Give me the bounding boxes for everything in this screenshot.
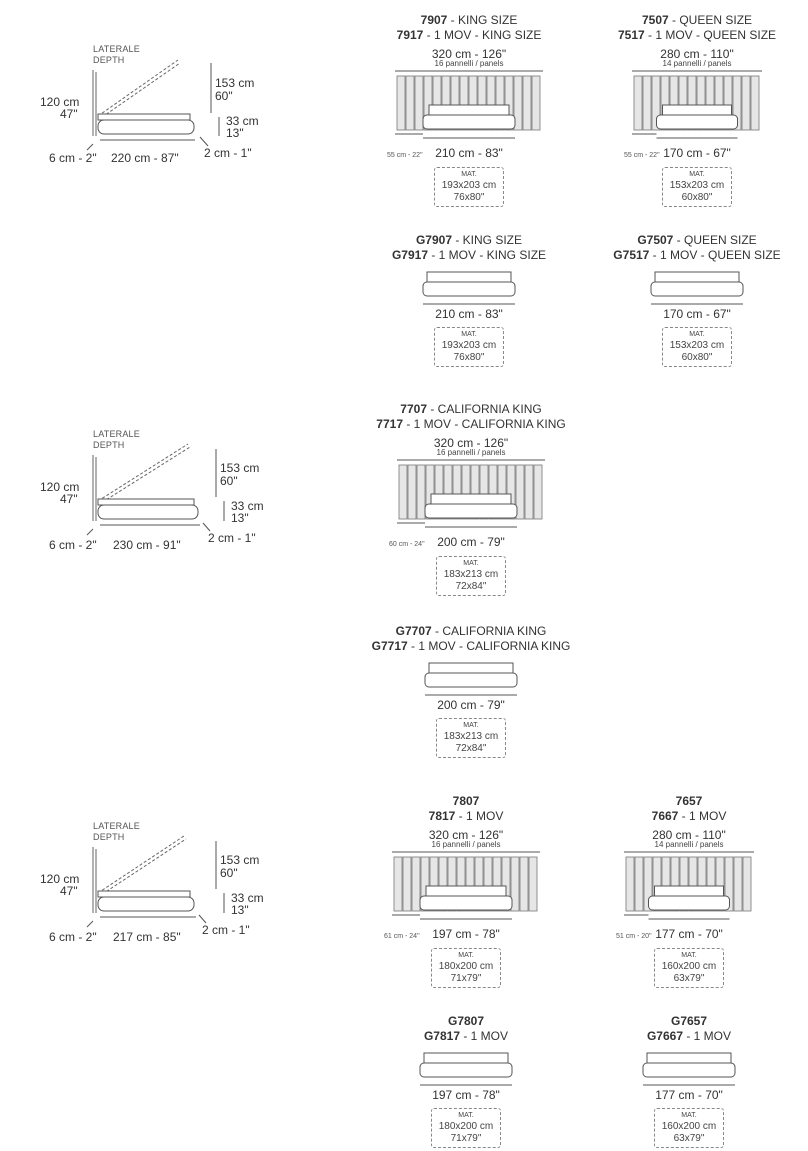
bed-length: 230 cm - 91" xyxy=(113,538,181,552)
model-code-line-mov: 7667 - 1 MOV xyxy=(651,809,727,823)
mattress-size-box xyxy=(434,167,504,207)
bed-width: 170 cm - 67" xyxy=(663,307,731,321)
overhang-dim: 60 cm - 24" xyxy=(389,541,425,548)
model-code-line-mov: G7517 - 1 MOV - QUEEN SIZE xyxy=(613,248,781,262)
mattress-cm: 180x200 cm xyxy=(438,961,494,972)
panel-count: 16 pannelli / panels xyxy=(431,840,501,849)
floor-clearance: 2 cm - 1" xyxy=(204,146,252,160)
overhang-dim: 55 cm - 22" xyxy=(624,152,660,159)
mattress-label: MAT. xyxy=(461,171,477,178)
lift-in: 60" xyxy=(215,89,233,103)
height-in: 47" xyxy=(60,492,78,506)
mattress-in: 72x84" xyxy=(455,581,487,592)
model-code-line: 7807 xyxy=(452,794,480,808)
model-code-line: G7707 - CALIFORNIA KING xyxy=(395,624,547,638)
base-in: 13" xyxy=(226,126,244,140)
bed-width: 177 cm - 70" xyxy=(655,927,723,941)
mattress-cm: 160x200 cm xyxy=(661,961,717,972)
bed-width: 197 cm - 78" xyxy=(432,927,500,941)
mattress-in: 71x79" xyxy=(450,1133,482,1144)
mattress-cm: 193x203 cm xyxy=(441,340,497,351)
model-code-line-mov: 7817 - 1 MOV xyxy=(428,809,504,823)
side-profile xyxy=(0,779,280,949)
panel-width: 280 cm - 110" xyxy=(660,47,734,61)
back-width: 6 cm - 2" xyxy=(49,151,97,165)
mattress-size-box xyxy=(654,948,724,988)
bed-length: 217 cm - 85" xyxy=(113,930,181,944)
bed-front xyxy=(415,661,527,701)
mattress-in: 71x79" xyxy=(450,973,482,984)
lift-in: 60" xyxy=(220,474,238,488)
model-code-line: G7907 - KING SIZE xyxy=(415,233,523,247)
mattress-size-box xyxy=(654,1108,724,1148)
height-cm: 120 cm xyxy=(40,872,80,886)
mattress-cm: 193x203 cm xyxy=(441,180,497,191)
panel-width: 320 cm - 126" xyxy=(431,47,507,61)
height-in: 47" xyxy=(60,884,78,898)
model-code-line-mov: 7517 - 1 MOV - QUEEN SIZE xyxy=(617,28,777,42)
mattress-in: 63x79" xyxy=(673,1133,705,1144)
mattress-in: 60x80" xyxy=(681,192,713,203)
panel-width: 280 cm - 110" xyxy=(652,828,726,842)
panel-width: 320 cm - 126" xyxy=(433,436,509,450)
height-in: 47" xyxy=(60,107,78,121)
bed-front-with-panels xyxy=(387,457,555,547)
bed-front-with-panels xyxy=(614,849,764,939)
mattress-cm: 153x203 cm xyxy=(669,340,725,351)
mattress-in: 76x80" xyxy=(453,192,485,203)
overhang-dim: 51 cm - 20" xyxy=(616,933,652,940)
mattress-label: MAT. xyxy=(681,952,697,959)
mattress-cm: 183x213 cm xyxy=(443,569,499,580)
height-cm: 120 cm xyxy=(40,95,80,109)
mattress-in: 63x79" xyxy=(673,973,705,984)
lateral-label: LATERALE xyxy=(93,44,140,54)
bed-width: 200 cm - 79" xyxy=(437,535,505,549)
panel-count: 16 pannelli / panels xyxy=(436,448,506,457)
lateral-label: LATERALE xyxy=(93,821,140,831)
back-width: 6 cm - 2" xyxy=(49,538,97,552)
bed-front-with-panels xyxy=(385,68,553,158)
model-code-line: G7807 xyxy=(447,1014,485,1028)
back-width: 6 cm - 2" xyxy=(49,930,97,944)
lift-cm: 153 cm xyxy=(220,853,260,867)
bed-width: 170 cm - 67" xyxy=(663,146,731,160)
mattress-cm: 153x203 cm xyxy=(669,180,725,191)
base-cm: 33 cm xyxy=(231,891,264,905)
side-profile xyxy=(0,0,280,170)
base-cm: 33 cm xyxy=(231,499,264,513)
bed-front-with-panels xyxy=(622,68,772,158)
mattress-label: MAT. xyxy=(458,952,474,959)
panel-count: 16 pannelli / panels xyxy=(434,59,504,68)
bed-front xyxy=(413,270,525,310)
panel-width: 320 cm - 126" xyxy=(428,828,504,842)
bed-front xyxy=(641,270,753,310)
model-code-line: 7657 xyxy=(675,794,703,808)
overhang-dim: 55 cm - 22" xyxy=(387,152,423,159)
mattress-label: MAT. xyxy=(689,171,705,178)
model-code-line: G7507 - QUEEN SIZE xyxy=(637,233,757,247)
floor-clearance: 2 cm - 1" xyxy=(208,531,256,545)
model-code-line: 7507 - QUEEN SIZE xyxy=(641,13,753,27)
mattress-label: MAT. xyxy=(689,331,705,338)
lateral-label: LATERALE xyxy=(93,429,140,439)
mattress-size-box xyxy=(436,718,506,758)
mattress-in: 76x80" xyxy=(453,352,485,363)
mattress-label: MAT. xyxy=(458,1112,474,1119)
mattress-size-box xyxy=(431,948,501,988)
mattress-label: MAT. xyxy=(463,560,479,567)
depth-label: DEPTH xyxy=(93,55,125,65)
panel-count: 14 pannelli / panels xyxy=(654,840,724,849)
lift-cm: 153 cm xyxy=(220,461,260,475)
base-in: 13" xyxy=(231,903,249,917)
mattress-cm: 183x213 cm xyxy=(443,731,499,742)
model-code-line: 7707 - CALIFORNIA KING xyxy=(400,402,542,416)
panel-count: 14 pannelli / panels xyxy=(662,59,732,68)
mattress-cm: 180x200 cm xyxy=(438,1121,494,1132)
mattress-size-box xyxy=(436,556,506,596)
side-profile xyxy=(0,387,280,557)
bed-front xyxy=(410,1051,522,1091)
mattress-cm: 160x200 cm xyxy=(661,1121,717,1132)
model-code-line: 7907 - KING SIZE xyxy=(420,13,518,27)
base-in: 13" xyxy=(231,511,249,525)
model-code-line-mov: G7917 - 1 MOV - KING SIZE xyxy=(391,248,547,262)
model-code-line-mov: 7717 - 1 MOV - CALIFORNIA KING xyxy=(376,417,566,431)
mattress-in: 72x84" xyxy=(455,743,487,754)
mattress-size-box xyxy=(662,167,732,207)
depth-label: DEPTH xyxy=(93,832,125,842)
lift-cm: 153 cm xyxy=(215,76,255,90)
base-cm: 33 cm xyxy=(226,114,259,128)
mattress-label: MAT. xyxy=(461,331,477,338)
depth-label: DEPTH xyxy=(93,440,125,450)
mattress-size-box xyxy=(662,327,732,367)
model-code-line-mov: G7667 - 1 MOV xyxy=(646,1029,732,1043)
bed-width: 210 cm - 83" xyxy=(435,307,503,321)
mattress-size-box xyxy=(434,327,504,367)
bed-front xyxy=(633,1051,745,1091)
model-code-line-mov: 7917 - 1 MOV - KING SIZE xyxy=(396,28,542,42)
overhang-dim: 61 cm - 24" xyxy=(384,933,420,940)
height-cm: 120 cm xyxy=(40,480,80,494)
mattress-label: MAT. xyxy=(681,1112,697,1119)
model-code-line-mov: G7817 - 1 MOV xyxy=(423,1029,509,1043)
lift-in: 60" xyxy=(220,866,238,880)
mattress-label: MAT. xyxy=(463,722,479,729)
floor-clearance: 2 cm - 1" xyxy=(202,923,250,937)
bed-front-with-panels xyxy=(382,849,550,939)
bed-width: 210 cm - 83" xyxy=(435,146,503,160)
bed-width: 197 cm - 78" xyxy=(432,1088,500,1102)
mattress-size-box xyxy=(431,1108,501,1148)
bed-length: 220 cm - 87" xyxy=(111,151,179,165)
bed-width: 200 cm - 79" xyxy=(437,698,505,712)
model-code-line: G7657 xyxy=(670,1014,708,1028)
model-code-line-mov: G7717 - 1 MOV - CALIFORNIA KING xyxy=(371,639,571,653)
bed-width: 177 cm - 70" xyxy=(655,1088,723,1102)
mattress-in: 60x80" xyxy=(681,352,713,363)
